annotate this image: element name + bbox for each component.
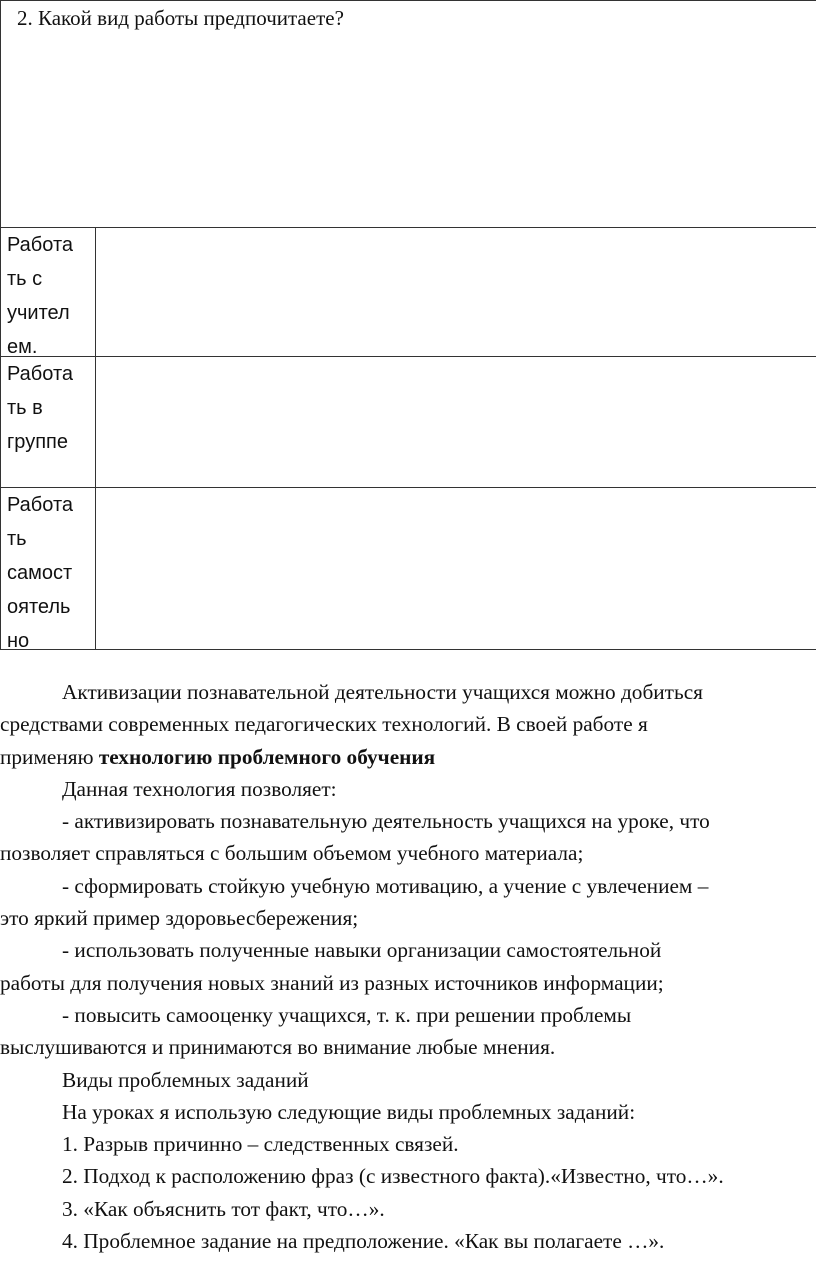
question-text: 2. Какой вид работы предпочитаете?	[17, 6, 344, 30]
list-item: 2. Подход к расположению фраз (с известного факта).«Известно, что…».	[62, 1164, 724, 1189]
table-row-divider	[0, 227, 816, 228]
option-label-line: ем.	[7, 336, 38, 358]
bold-term: технологию проблемного обучения	[98, 744, 436, 769]
list-item: 1. Разрыв причинно – следственных связей.	[62, 1132, 459, 1157]
bullet-line: выслушиваются и принимаются во внимание любые мнения.	[0, 1035, 556, 1060]
paragraph-line: Данная технология позволяет:	[62, 776, 337, 801]
option-label-line: ть с	[7, 268, 43, 290]
bullet-line: - использовать полученные навыки организации самостоятельной	[62, 938, 662, 963]
option-work-with-teacher	[7, 228, 73, 364]
list-item: 3. «Как объяснить тот факт, что…».	[62, 1196, 385, 1221]
paragraph-line	[0, 741, 816, 773]
option-label-line: учител	[7, 302, 70, 324]
option-label-line: Работа	[7, 234, 73, 256]
bullet-line: это яркий пример здоровьесбережения;	[0, 906, 359, 931]
bullet-line: работы для получения новых знаний из разных источников информации;	[0, 970, 664, 995]
option-label-line: оятель	[7, 596, 71, 618]
document-body	[0, 676, 816, 1257]
bullet-line: - сформировать стойкую учебную мотивацию, а учение с увлечением –	[62, 873, 709, 898]
bullet-line: - активизировать познавательную деятельность учащихся на уроке, что	[62, 809, 710, 834]
table-border-top	[0, 0, 816, 1]
option-label-line: ть в	[7, 397, 43, 419]
section-heading: Виды проблемных заданий	[62, 1067, 309, 1092]
paragraph-line: средствами современных педагогических технологий. В своей работе я	[0, 712, 648, 737]
option-label-line: Работа	[7, 363, 73, 385]
bullet-line: - повысить самооценку учащихся, т. к. при решении проблемы	[62, 1002, 632, 1027]
option-work-in-group	[7, 357, 73, 459]
option-label-line: группе	[7, 431, 68, 453]
paragraph-line: Активизации познавательной деятельности учащихся можно добиться	[62, 680, 703, 704]
list-item: 4. Проблемное задание на предположение. «Как вы полагаете …».	[62, 1229, 665, 1254]
option-label-line: но	[7, 630, 30, 652]
option-label-line: Работа	[7, 494, 73, 516]
bullet-line: позволяет справляться с большим объемом учебного материала;	[0, 841, 584, 866]
paragraph-line: На уроках я использую следующие виды проблемных заданий:	[62, 1099, 636, 1124]
table-border-left	[0, 0, 1, 650]
option-work-independently	[7, 488, 73, 658]
paragraph-prefix: применяю	[0, 744, 99, 769]
table-column-divider	[95, 227, 96, 650]
table-row-divider	[0, 487, 816, 488]
option-label-line: ть	[7, 528, 27, 550]
option-label-line: самост	[7, 562, 73, 584]
table-row-divider	[0, 356, 816, 357]
table-border-bottom	[0, 649, 816, 650]
